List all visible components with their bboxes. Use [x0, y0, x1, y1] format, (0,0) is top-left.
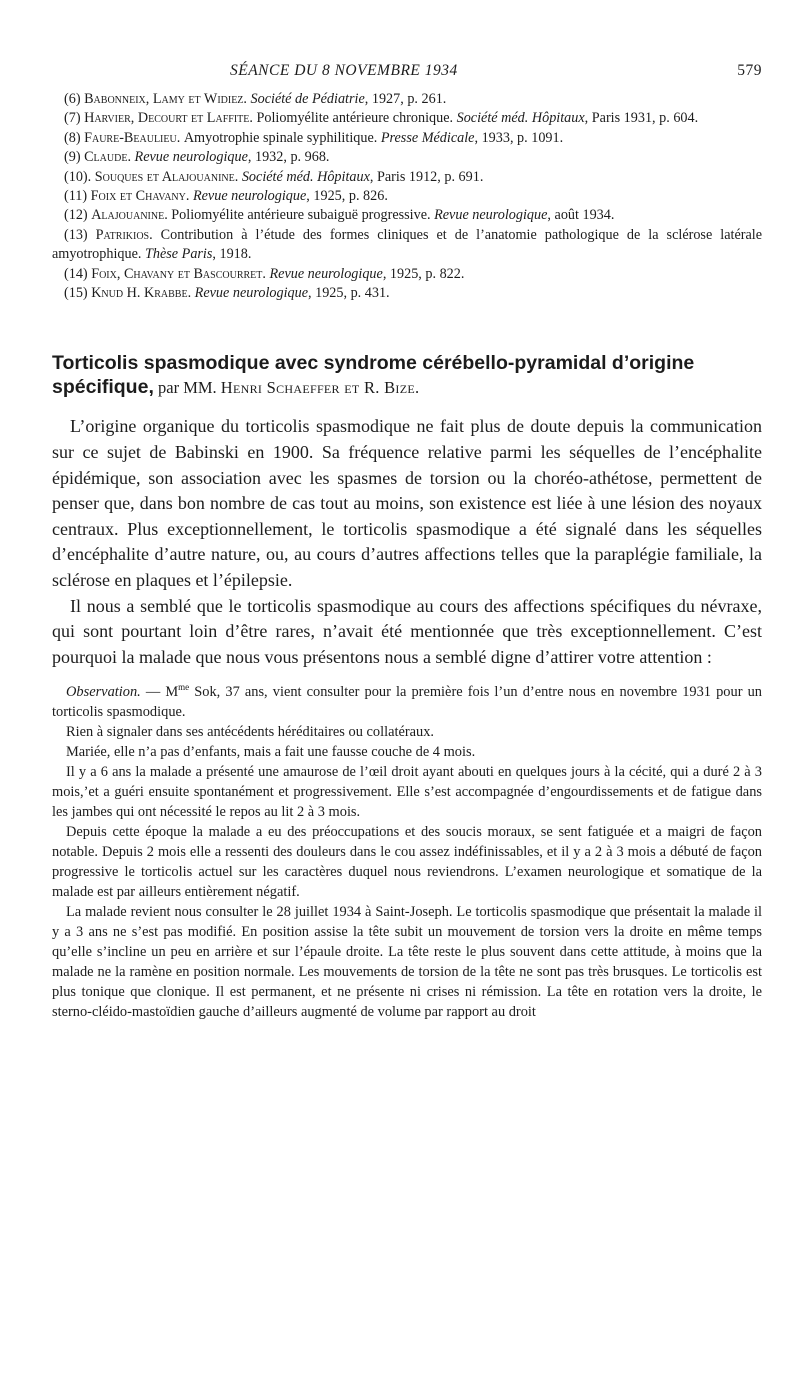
observation-paragraph: Il y a 6 ans la malade a présenté une amaurose de l’œil droit ayant abouti en quelques jours à la cécité, qui a duré 2 à 3 mois,’et a guéri ensuite spontanément et progressivement. Elle s’est accompagnée d’engourdissements et de fatigue dans les jambes qui ont nécessité le repos au lit 2 à 3 mois. [52, 764, 762, 821]
reference-item: (11) Foix et Chavany. Revue neurologique, 1925, p. 826. [64, 188, 388, 205]
reference-item: (15) Knud H. Krabbe. Revue neurologique, 1925, p. 431. [64, 285, 390, 302]
observation-paragraph: Rien à signaler dans ses antécédents héréditaires ou collatéraux. [66, 724, 435, 741]
article-authors: Henri Schaeffer et R. Bize. [220, 378, 420, 398]
page [52, 62, 762, 1022]
reference-list [52, 90, 762, 303]
reference-item: (13) Patrikios. Contribution à l’étude des formes cliniques et de l’anatomie pathologique de la sclérose latérale amyotrophique. Thèse Paris, 1918. [52, 226, 762, 263]
observation-paragraph: Mariée, elle n’a pas d’enfants, mais a fait une fausse couche de 4 mois. [66, 744, 476, 761]
running-title: SÉANCE DU 8 NOVEMBRE 1934 [230, 62, 458, 79]
reference-item: (12) Alajouanine. Poliomyélite antérieure subaiguë progressive. Revue neurologique, août 1934. [64, 207, 615, 224]
article-title-text: Torticolis spasmodique avec syndrome cérébello-pyramidal d’origine spécifique, [52, 352, 695, 399]
page-number: 579 [737, 62, 762, 79]
observation-label: Observation. [66, 684, 141, 701]
body-paragraph: Il nous a semblé que le torticolis spasmodique au cours des affections spécifiques du névraxe, qui sont pourtant loin d’être rares, n’avait été mentionnée que très exceptionnellement. C’est pourquoi la malade que nous vous présentons nous a semblé digne d’attirer votre attention : [52, 595, 762, 667]
observation-paragraph: La malade revient nous consulter le 28 juillet 1934 à Saint-Joseph. Le torticolis spasmodique que présentait la malade il y a 3 ans ne s’est pas modifié. En position assise la tête subit un mouvement de torsion vers la droite en même temps qu’elle s’incline un peu en arrière et sur l’épaule droite. La tête reste le plus souvent dans cette attitude, à moins que la malade ne la ramène en position normale. Les mouvements de torsion de la tête ne sont pas très brusques. Le torticolis est plus tonique que clonique. Il est permanent, et ne présente ni crises ni rémission. La tête en rotation vers la droite, le sterno-cléido-mastoïdien gauche d’ailleurs augmenté de volume par rapport au droit [52, 904, 762, 1021]
observation-section [52, 682, 762, 1022]
body-paragraph: L’origine organique du torticolis spasmodique ne fait plus de doute depuis la communication sur ce sujet de Babinski en 1900. Sa fréquence relative parmi les séquelles de l’encéphalite épidémique, son association avec les spasmes de torsion ou la choréo-athétose, permettent de penser que, dans bon nombre de cas tout au moins, son existence est liée à une lésion des noyaux centraux. Plus exceptionnellement, le torticolis spasmodique a été signalé dans les séquelles d’encéphalite d’autre nature, ou, au cours d’autres affections telles que la paraplégie familiale, la sclérose en plaques et l’épilepsie. [52, 416, 762, 591]
reference-item: (10). Souques et Alajouanine. Société méd. Hôpitaux, Paris 1912, p. 691. [64, 168, 484, 185]
article-by: par MM. [153, 378, 221, 398]
observation-paragraph: Observation. — $M^{me}$ Sok, 37 ans, vient consulter pour la première fois l’un d’entre nous en novembre 1931 pour un torticolis spasmodique. [52, 682, 762, 721]
running-header [52, 62, 762, 84]
reference-item: (9) Claude. Revue neurologique, 1932, p. 968. [64, 149, 330, 166]
reference-item: (8) Faure-Beaulieu. Amyotrophie spinale syphilitique. Presse Médicale, 1933, p. 1091. [64, 129, 564, 146]
reference-item: (7) Harvier, Decourt et Laffite. Poliomyélite antérieure chronique. Société méd. Hôpitaux, Paris 1931, p. 604. [64, 110, 699, 127]
reference-item: (6) Babonneix, Lamy et Widiez. Société de Pédiatrie, 1927, p. 261. [64, 91, 447, 107]
article-title [52, 351, 762, 400]
reference-item: (14) Foix, Chavany et Bascourret. Revue neurologique, 1925, p. 822. [64, 265, 465, 282]
observation-paragraph: Depuis cette époque la malade a eu des préoccupations et des soucis moraux, se sent fatiguée et a maigri de façon notable. Depuis 2 mois elle a ressenti des douleurs dans le cou assez indéfinissables, et il y a 2 à 3 mois a débuté de façon progressive le torticolis actuel sur les caractères duquel nous reviendrons. L’examen neurologique et somatique de la malade est par ailleurs entièrement négatif. [52, 824, 762, 901]
article-body [52, 414, 762, 670]
